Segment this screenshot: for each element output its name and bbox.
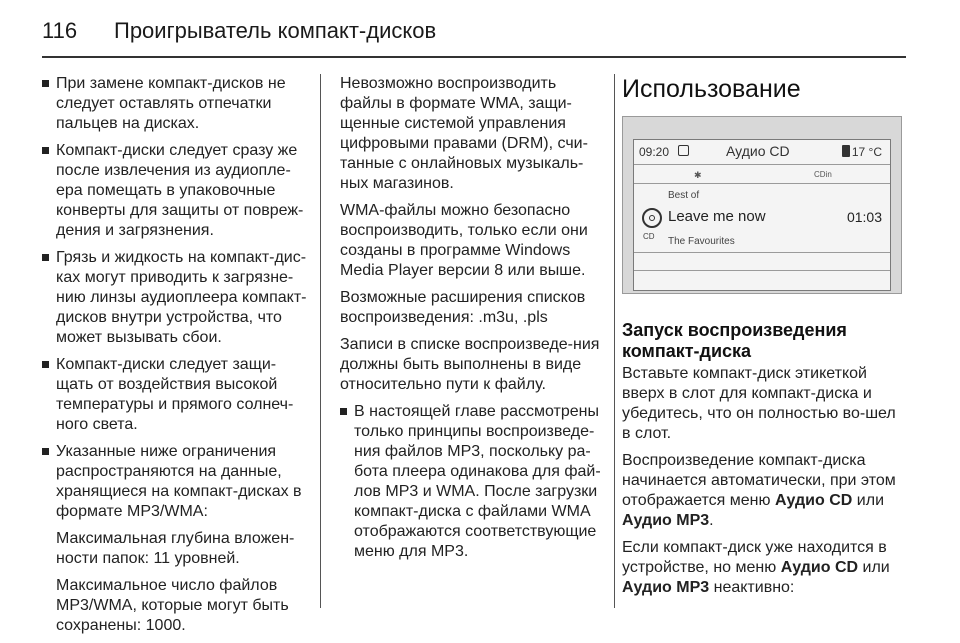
paragraph: Невозможно воспроизводить файлы в формате WMA, защи-щенные системой управления цифровыми правами (DRM), счи-танные с онлайновых музыкаль-ных магазинов.: [340, 75, 588, 192]
bullet-item: При замене компакт-дисков не следует оставлять отпечатки пальцев на дисках.: [42, 74, 307, 134]
menu-name: Аудио MP3: [622, 512, 710, 529]
section-heading: Использование: [622, 75, 801, 103]
temperature: 17 °C: [851, 145, 882, 159]
column-2: [340, 74, 602, 569]
column-divider: [320, 74, 321, 608]
audio-screen-illustration: [622, 116, 902, 294]
bullet-item: Компакт-диски следует защи-щать от воздействия высокой температуры и прямого солнеч-ного света.: [42, 355, 307, 435]
screen-rule: [634, 252, 890, 253]
sub-paragraph: Максимальная глубина вложен-ности папок: 11 уровней.: [56, 530, 295, 567]
paragraph: Записи в списке воспроизведе-ния должны быть выполнены в виде относительно пути к файлу.: [340, 336, 600, 393]
paragraph: Вставьте компакт-диск этикеткой вверх в слот для компакт-диска и убедитесь, что он полностью во-шел в слот.: [622, 365, 896, 442]
page-header: [42, 16, 436, 46]
screen-rule: [634, 183, 890, 184]
cd-label: CD: [643, 232, 655, 241]
bullet-item: Указанные ниже ограничения распространяются на данные, хранящиеся на компакт-дисках в формате MP3/WMA:: [42, 442, 307, 522]
bullet-item: В настоящей главе рассмотрены только принципы воспроизведе-ния файлов MP3, поскольку ра-бота плеера одинакова для фай-лов MP3 и WMA. После загрузки компакт-диска с файлами WMA отображаются соответствующие меню для MP3.: [340, 402, 602, 562]
cd-disc-icon: [642, 208, 662, 228]
cd-source-icon: [678, 145, 689, 156]
text-run: Воспроизведение компакт-диска начинается автоматически, при этом отображается меню: [622, 452, 896, 509]
status-bar: [634, 140, 890, 165]
thermometer-icon: [842, 145, 850, 157]
cd-in-indicator: CDin: [814, 170, 832, 179]
column-3: [622, 74, 906, 605]
artist-name: The Favourites: [668, 236, 735, 247]
menu-name: Аудио CD: [774, 492, 853, 509]
menu-name: Аудио MP3: [622, 579, 710, 596]
paragraph: [622, 451, 906, 531]
text-run: неактивно:: [709, 579, 795, 596]
sub-paragraph: Максимальное число файлов MP3/WMA, которые могут быть сохранены: 1000.: [56, 577, 289, 634]
track-time: 01:03: [846, 209, 882, 225]
paragraph: WMA-файлы можно безопасно воспроизводить, только если они созданы в программе Windows Media Player версии 8 или выше.: [340, 202, 588, 279]
paragraph: Возможные расширения списков воспроизведения: .m3u, .pls: [340, 289, 586, 326]
text-run: Если компакт-диск уже находится в устройстве, но меню: [622, 539, 887, 576]
screen-title: Аудио CD: [726, 143, 790, 159]
text-run: или: [858, 559, 890, 576]
menu-name: Аудио CD: [780, 559, 859, 576]
paragraph: [622, 538, 906, 598]
column-1: [42, 74, 307, 643]
album-name: Best of: [668, 190, 700, 201]
bullet-item: Компакт-диски следует сразу же после извлечения из аудиопле-ера помещать в упаковочные конверты для защиты от повреж-дения и загрязнения.: [42, 141, 307, 241]
page-number: 116: [42, 18, 78, 43]
clock-time: 09:20: [639, 145, 670, 159]
column-divider: [614, 74, 615, 608]
page-title: Проигрыватель компакт-дисков: [114, 18, 437, 43]
text-run: или: [852, 492, 884, 509]
screen-rule: [634, 270, 890, 271]
display-screen: [633, 139, 891, 291]
text-run: .: [709, 512, 714, 529]
bluetooth-icon: ✱: [694, 170, 702, 180]
track-title: Leave me now: [668, 208, 766, 225]
bullet-item: Грязь и жидкость на компакт-дис-ках могут приводить к загрязне-нию линзы аудиоплеера компакт-дисков внутри устройства, что может вызывать сбои.: [42, 248, 307, 348]
subsection-heading: Запуск воспроизведения компакт-диска: [622, 320, 847, 361]
header-rule: [42, 56, 906, 58]
